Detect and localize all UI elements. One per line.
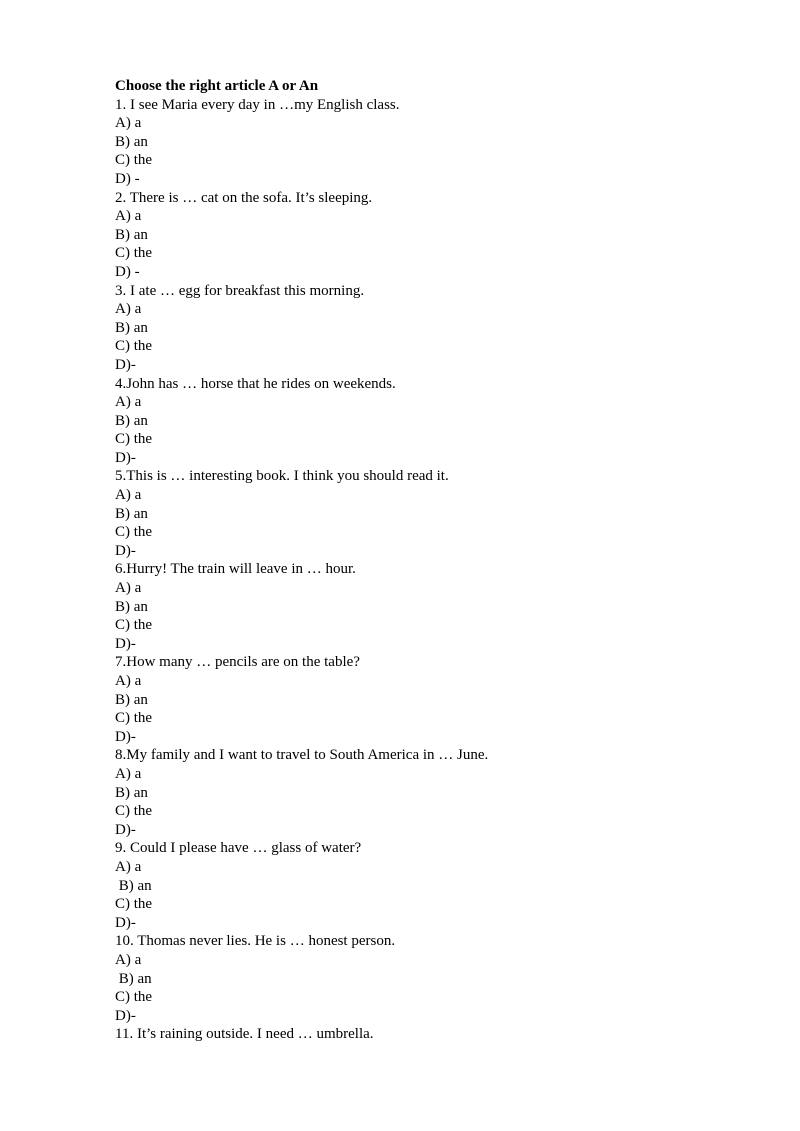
- question-item: [115, 653, 755, 746]
- question-item: [115, 932, 755, 1025]
- answer-option: C) the: [115, 710, 153, 727]
- question-item: [115, 96, 755, 189]
- answer-option: C) the: [115, 989, 153, 1006]
- answer-option: C) the: [115, 245, 153, 262]
- answer-option: B) an: [115, 319, 148, 336]
- answer-option: A) a: [115, 208, 142, 225]
- answer-option: D)-: [115, 821, 136, 838]
- answer-option: B) an: [115, 505, 148, 522]
- question-item: [115, 467, 755, 560]
- answer-option: D) -: [115, 263, 140, 280]
- answer-option: D)-: [115, 449, 136, 466]
- question-item: [115, 560, 755, 653]
- worksheet-title: Choose the right article A or An: [115, 78, 319, 94]
- question-text: 1. I see Maria every day in …my English class.: [115, 96, 400, 113]
- answer-option: D) -: [115, 170, 140, 187]
- answer-option: B) an: [115, 412, 148, 429]
- question-text: 2. There is … cat on the sofa. It’s sleeping.: [115, 189, 373, 206]
- answer-option: A) a: [115, 487, 142, 504]
- answer-option: B) an: [115, 691, 148, 708]
- question-text: 3. I ate … egg for breakfast this morning.: [115, 282, 365, 299]
- answer-option: D)-: [115, 542, 136, 559]
- question-text: 11. It’s raining outside. I need … umbrella.: [115, 1026, 374, 1043]
- answer-option: A) a: [115, 115, 142, 132]
- answer-option: A) a: [115, 858, 142, 875]
- answer-option: B) an: [115, 784, 148, 801]
- answer-option: D)-: [115, 356, 136, 373]
- answer-option: B) an: [115, 133, 148, 150]
- answer-option: C) the: [115, 338, 153, 355]
- question-text: 5.This is … interesting book. I think you should read it.: [115, 468, 449, 485]
- answer-option: D)-: [115, 914, 136, 931]
- answer-option: C) the: [115, 431, 153, 448]
- answer-option: A) a: [115, 673, 142, 689]
- question-item: [115, 746, 755, 839]
- worksheet-page: [115, 77, 755, 1044]
- question-text: 4.John has … horse that he rides on weekends.: [115, 375, 396, 392]
- answer-option: D)-: [115, 728, 136, 745]
- answer-option: C) the: [115, 524, 153, 541]
- answer-option: A) a: [115, 301, 142, 318]
- answer-option: C) the: [115, 803, 153, 820]
- question-text: 7.How many … pencils are on the table?: [115, 654, 360, 671]
- answer-option: B) an: [115, 877, 152, 894]
- question-text: 10. Thomas never lies. He is … honest person.: [115, 933, 396, 950]
- answer-option: D)-: [115, 1007, 136, 1024]
- question-text: 6.Hurry! The train will leave in … hour.: [115, 561, 356, 578]
- question-item: [115, 282, 755, 375]
- answer-option: C) the: [115, 152, 153, 169]
- answer-option: C) the: [115, 896, 153, 913]
- question-list: [115, 96, 755, 1044]
- answer-option: A) a: [115, 394, 142, 411]
- question-item: [115, 1025, 755, 1044]
- question-item: [115, 839, 755, 932]
- question-text: 9. Could I please have … glass of water?: [115, 840, 362, 857]
- answer-option: A) a: [115, 765, 142, 782]
- question-item: [115, 189, 755, 282]
- answer-option: B) an: [115, 598, 148, 615]
- answer-option: C) the: [115, 617, 153, 634]
- question-text: 8.My family and I want to travel to South America in … June.: [115, 747, 489, 764]
- answer-option: B) an: [115, 226, 148, 243]
- question-item: [115, 375, 755, 468]
- answer-option: D)-: [115, 635, 136, 652]
- answer-option: A) a: [115, 951, 142, 968]
- answer-option: A) a: [115, 580, 142, 597]
- answer-option: B) an: [115, 970, 152, 987]
